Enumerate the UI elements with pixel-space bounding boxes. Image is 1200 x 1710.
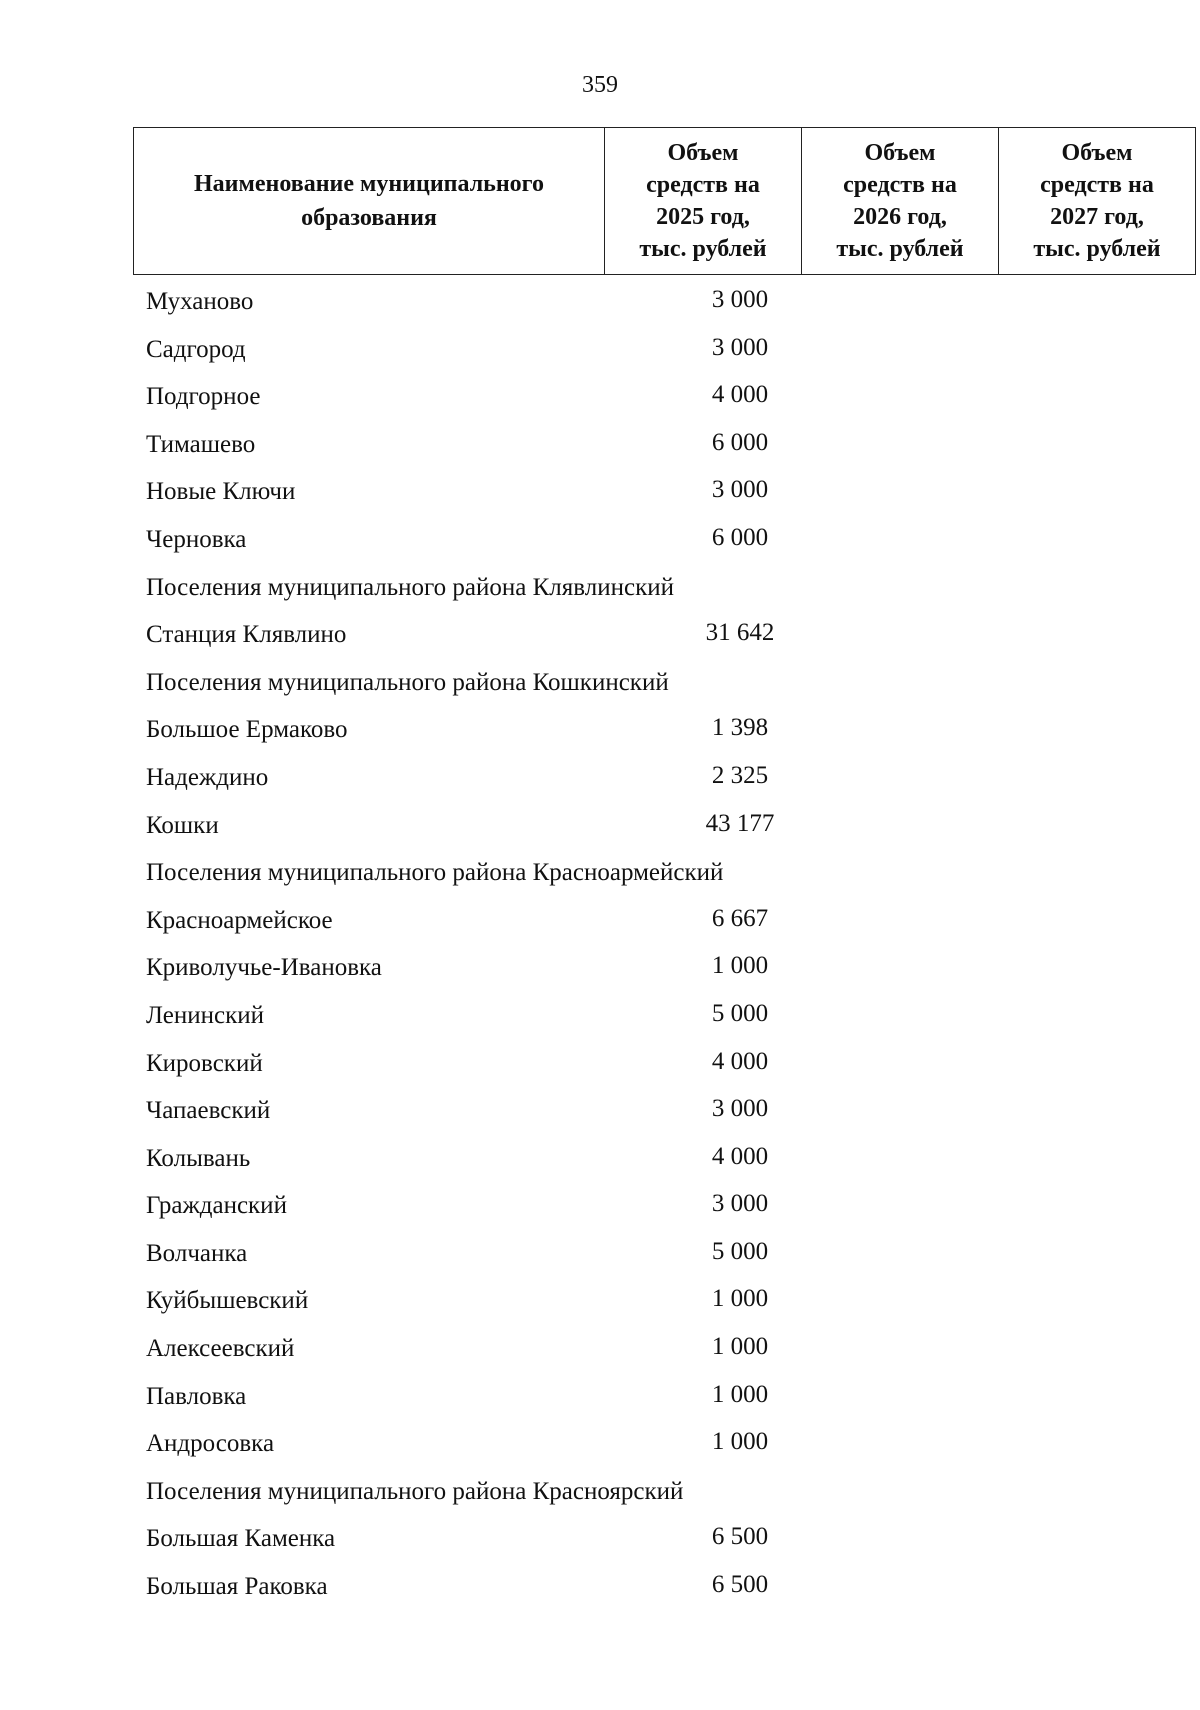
table-row: [146, 802, 1146, 850]
header-text-line: тыс. рублей: [836, 236, 964, 262]
municipality-name: Чапаевский: [146, 1097, 271, 1125]
amount-2025: 1 000: [711, 952, 769, 980]
amount-2025: 3 000: [711, 1095, 769, 1123]
amount-2025: 4 000: [711, 1142, 769, 1170]
municipality-name: Павловка: [146, 1382, 247, 1410]
municipality-name: Гражданский: [146, 1192, 287, 1220]
table-row: [146, 1182, 1146, 1230]
municipality-name: Волчанка: [146, 1239, 248, 1267]
table-row: [146, 611, 1146, 659]
amount-2025: 1 000: [711, 1333, 769, 1361]
amount-2025: 1 000: [711, 1380, 769, 1408]
table-row: [146, 1325, 1146, 1373]
table-row: [146, 326, 1146, 374]
header-text-line: тыс. рублей: [1033, 236, 1161, 262]
municipality-name: Станция Клявлино: [146, 621, 347, 649]
header-text-line: 2026 год,: [853, 204, 947, 230]
header-text-line: тыс. рублей: [639, 236, 767, 262]
amount-2025: 5 000: [711, 999, 769, 1027]
district-heading-row: [146, 659, 1146, 707]
district-heading: Поселения муниципального района Красноармейский: [146, 859, 724, 887]
municipality-name: Черновка: [146, 525, 247, 553]
header-text-line: Наименование муниципального: [194, 171, 544, 197]
header-text-line: средств на: [1040, 172, 1154, 198]
header-text-line: Объем: [667, 140, 739, 166]
amount-2025: 43 177: [705, 809, 775, 837]
municipality-name: Новые Ключи: [146, 478, 296, 506]
amount-2025: 6 500: [711, 1571, 769, 1599]
amount-2025: 4 000: [711, 1047, 769, 1075]
amount-2025: 6 500: [711, 1523, 769, 1551]
municipality-name: Андросовка: [146, 1430, 275, 1458]
municipality-name: Большая Каменка: [146, 1525, 336, 1553]
amount-2025: 6 000: [711, 523, 769, 551]
table-row: [146, 1373, 1146, 1421]
header-text-line: Объем: [1061, 140, 1133, 166]
district-heading-row: [146, 564, 1146, 612]
table-row: [146, 373, 1146, 421]
table-row: [146, 1087, 1146, 1135]
table-row: [146, 706, 1146, 754]
header-text-line: средств на: [646, 172, 760, 198]
table-row: [146, 1277, 1146, 1325]
amount-2025: 4 000: [711, 381, 769, 409]
amount-2025: 6 000: [711, 428, 769, 456]
table-row: [146, 1420, 1146, 1468]
header-text-line: средств на: [843, 172, 957, 198]
table-row: [146, 468, 1146, 516]
municipality-name: Муханово: [146, 288, 254, 315]
amount-2025: 1 398: [711, 714, 769, 742]
municipality-name: Колывань: [146, 1144, 251, 1172]
table-row: [146, 992, 1146, 1040]
district-heading-row: [146, 1468, 1146, 1516]
municipality-name: Алексеевский: [146, 1335, 295, 1363]
municipality-name: Красноармейское: [146, 906, 333, 934]
municipality-name: Подгорное: [146, 383, 261, 411]
table-row: [146, 1515, 1146, 1563]
table-row: [146, 944, 1146, 992]
table-row: [146, 278, 1146, 326]
amount-2025: 5 000: [711, 1237, 769, 1265]
table-row: [146, 897, 1146, 945]
amount-2025: 3 000: [711, 286, 769, 313]
table-row: [146, 754, 1146, 802]
amount-2025: 3 000: [711, 333, 769, 361]
header-text-line: 2027 год,: [1050, 204, 1144, 230]
district-heading: Поселения муниципального района Клявлинский: [146, 573, 674, 601]
municipality-name: Криволучье-Ивановка: [146, 954, 382, 982]
table-row: [146, 1230, 1146, 1278]
table-row: [146, 516, 1146, 564]
municipality-name: Куйбышевский: [146, 1287, 309, 1315]
municipality-name: Садгород: [146, 335, 246, 363]
amount-2025: 3 000: [711, 476, 769, 504]
district-heading-row: [146, 849, 1146, 897]
municipality-name: Большая Раковка: [146, 1573, 328, 1601]
table-row: [146, 421, 1146, 469]
header-text-line: Объем: [864, 140, 936, 166]
municipality-name: Тимашево: [146, 430, 256, 458]
header-amount-2027: [999, 128, 1196, 275]
municipality-name: Ленинский: [146, 1001, 265, 1029]
header-amount-2026: [802, 128, 999, 275]
municipality-name: Кошки: [146, 811, 219, 839]
table-header: [133, 127, 1196, 275]
municipality-name: Большое Ермаково: [146, 716, 348, 744]
amount-2025: 1 000: [711, 1428, 769, 1456]
table-body: [146, 278, 1146, 1611]
page-number: 359: [582, 72, 618, 98]
header-municipality-name: [134, 128, 605, 275]
district-heading: Поселения муниципального района Красноярский: [146, 1477, 684, 1505]
header-text-line: образования: [301, 205, 437, 231]
amount-2025: 31 642: [705, 619, 775, 647]
municipality-name: Кировский: [146, 1049, 263, 1077]
table-row: [146, 1135, 1146, 1183]
district-heading: Поселения муниципального района Кошкинский: [146, 668, 669, 696]
amount-2025: 2 325: [711, 761, 769, 789]
amount-2025: 3 000: [711, 1190, 769, 1218]
table-row: [146, 1563, 1146, 1611]
header-amount-2025: [605, 128, 802, 275]
header-text-line: 2025 год,: [656, 204, 750, 230]
municipality-name: Надеждино: [146, 763, 269, 791]
table-row: [146, 1040, 1146, 1088]
amount-2025: 1 000: [711, 1285, 769, 1313]
amount-2025: 6 667: [711, 904, 769, 932]
